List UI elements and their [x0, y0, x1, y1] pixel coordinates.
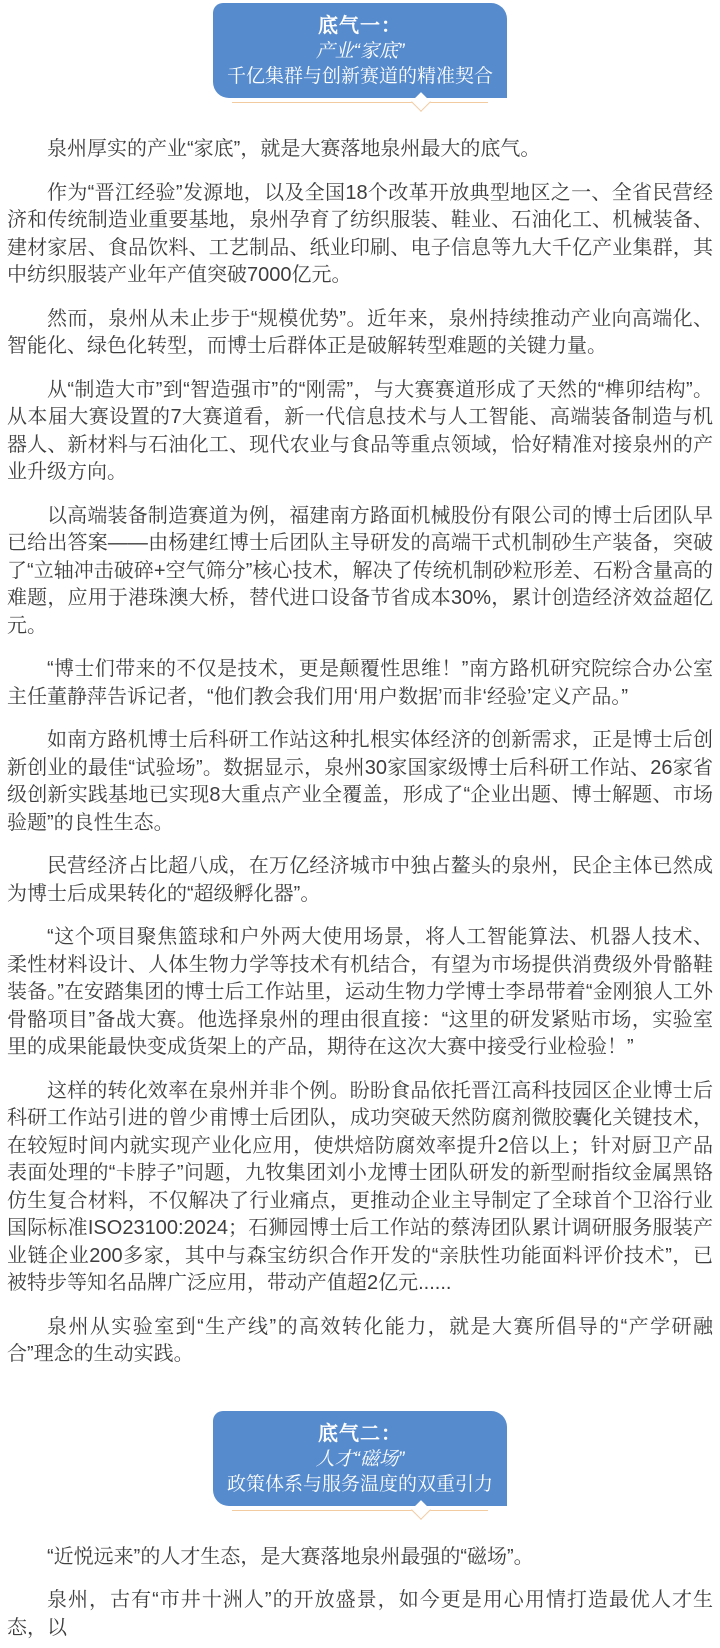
article-paragraph: “这个项目聚焦篮球和户外两大使用场景，将人工智能算法、机器人技术、柔性材料设计、人体生物力学等技术有机结合，有望为市场提供消费级外骨骼鞋装备。”在安踏集团的博士后工作站里，运动生物力学博士李昂带着“金刚狼人工外骨骼项目”备战大赛。他选择泉州的理由很直接：“这里的研发紧贴市场，实验室里的成果能最快变成货架上的产品，期待在这次大赛中接受行业检验！” — [7, 926, 713, 1058]
article-paragraph: 以高端装备制造赛道为例，福建南方路面机械股份有限公司的博士后团队早已给出答案——由杨建红博士后团队主导研发的高端干式机制砂生产装备，突破了“立轴冲击破碎+空气筛分”核心技术，解决了传统机制砂粒形差、石粉含量高的难题，应用于港珠澳大桥，替代进口设备节省成本30%，累计创造经济效益超亿元。 — [7, 504, 713, 637]
section-2-title: 底气二： — [318, 1422, 402, 1445]
article-paragraph: 泉州从实验室到“生产线”的高效转化能力，就是大赛所倡导的“产学研融合”理念的生动实践。 — [7, 1315, 713, 1365]
section-1-title: 底气一： — [318, 15, 402, 37]
article-paragraph: 如南方路机博士后科研工作站这种扎根实体经济的创新需求，正是博士后创新创业的最佳“试验场”。数据显示，泉州30家国家级博士后科研工作站、26家省级创新实践基地已实现8大重点产业全覆盖，形成了“企业出题、博士解题、市场验题”的良性生态。 — [7, 729, 713, 834]
article-paragraph: “近悦远来”的人才生态，是大赛落地泉州最强的“磁场”。 — [47, 1545, 534, 1568]
section-2-pointer — [232, 1510, 488, 1526]
section-1-subtitle-line2: 千亿集群与创新赛道的精准契合 — [226, 66, 493, 87]
article-paragraph: 作为“晋江经验”发源地，以及全国18个改革开放典型地区之一、全省民营经济和传统制造业重要基地，泉州孕育了纺织服装、鞋业、石油化工、机械装备、建材家居、食品饮料、工艺制品、纸业印刷、电子信息等九大千亿产业集群，其中纺织服装产业年产值突破7000亿元。 — [7, 181, 713, 286]
article-paragraph: 从“制造大市”到“智造强市”的“刚需”，与大赛赛道形成了天然的“榫卯结构”。从本届大赛设置的7大赛道看，新一代信息技术与人工智能、高端装备制造与机器人、新材料与石油化工、现代农业与食品等重点领域，恰好精准对接泉州的产业升级方向。 — [7, 378, 713, 483]
section-1-header-box — [213, 3, 507, 98]
pointer-line — [232, 102, 488, 103]
section-1-pointer — [232, 102, 488, 118]
section-header-2 — [213, 1411, 507, 1526]
article-paragraph: 这样的转化效率在泉州并非个例。盼盼食品依托晋江高科技园区企业博士后科研工作站引进的曾少甫博士后团队，成功突破天然防腐剂微胶囊化关键技术，在较短时间内就实现产业化应用，使烘焙防腐效率提升2倍以上；针对厨卫产品表面处理的“卡脖子”问题，九牧集团刘小龙博士团队研发的新型耐指纹金属黑铬仿生复合材料，不仅解决了行业痛点，更推动企业主导制定了全球首个卫浴行业国际标准ISO23100:2024；石狮园博士后工作站的蔡涛团队累计调研服务服装产业链企业200多家，其中与森宝纺织合作开发的“亲肤性功能面料评价技术”，已被特步等知名品牌广泛应用，带动产值超2亿元...... — [7, 1079, 713, 1294]
section-2-body — [7, 1544, 713, 1643]
section-header-1 — [213, 3, 507, 118]
article-paragraph: 然而，泉州从未止步于“规模优势”。近年来，泉州持续推动产业向高端化、智能化、绿色化转型，而博士后群体正是破解转型难题的关键力量。 — [7, 307, 713, 357]
article-paragraph: 泉州，古有“市井十洲人”的开放盛景，如今更是用心用情打造最优人才生态，以 — [7, 1589, 713, 1639]
section-1-subtitle: 产业“家底” — [315, 41, 405, 62]
article-paragraph: 民营经济占比超八成，在万亿经济城市中独占鳌头的泉州，民企主体已然成为博士后成果转化的“超级孵化器”。 — [7, 855, 713, 905]
section-2-header-box — [213, 1411, 507, 1506]
article-paragraph: “博士们带来的不仅是技术，更是颠覆性思维！”南方路机研究院综合办公室主任董静萍告诉记者，“他们教会我们用‘用户数据’而非‘经验’定义产品。” — [7, 658, 713, 708]
pointer-line — [232, 1510, 488, 1511]
section-2-subtitle-line2: 政策体系与服务温度的双重引力 — [226, 1473, 493, 1495]
article-paragraph: 泉州厚实的产业“家底”，就是大赛落地泉州最大的底气。 — [47, 138, 541, 160]
section-1-body — [7, 136, 713, 1369]
section-2-subtitle: 人才“磁场” — [315, 1448, 405, 1470]
